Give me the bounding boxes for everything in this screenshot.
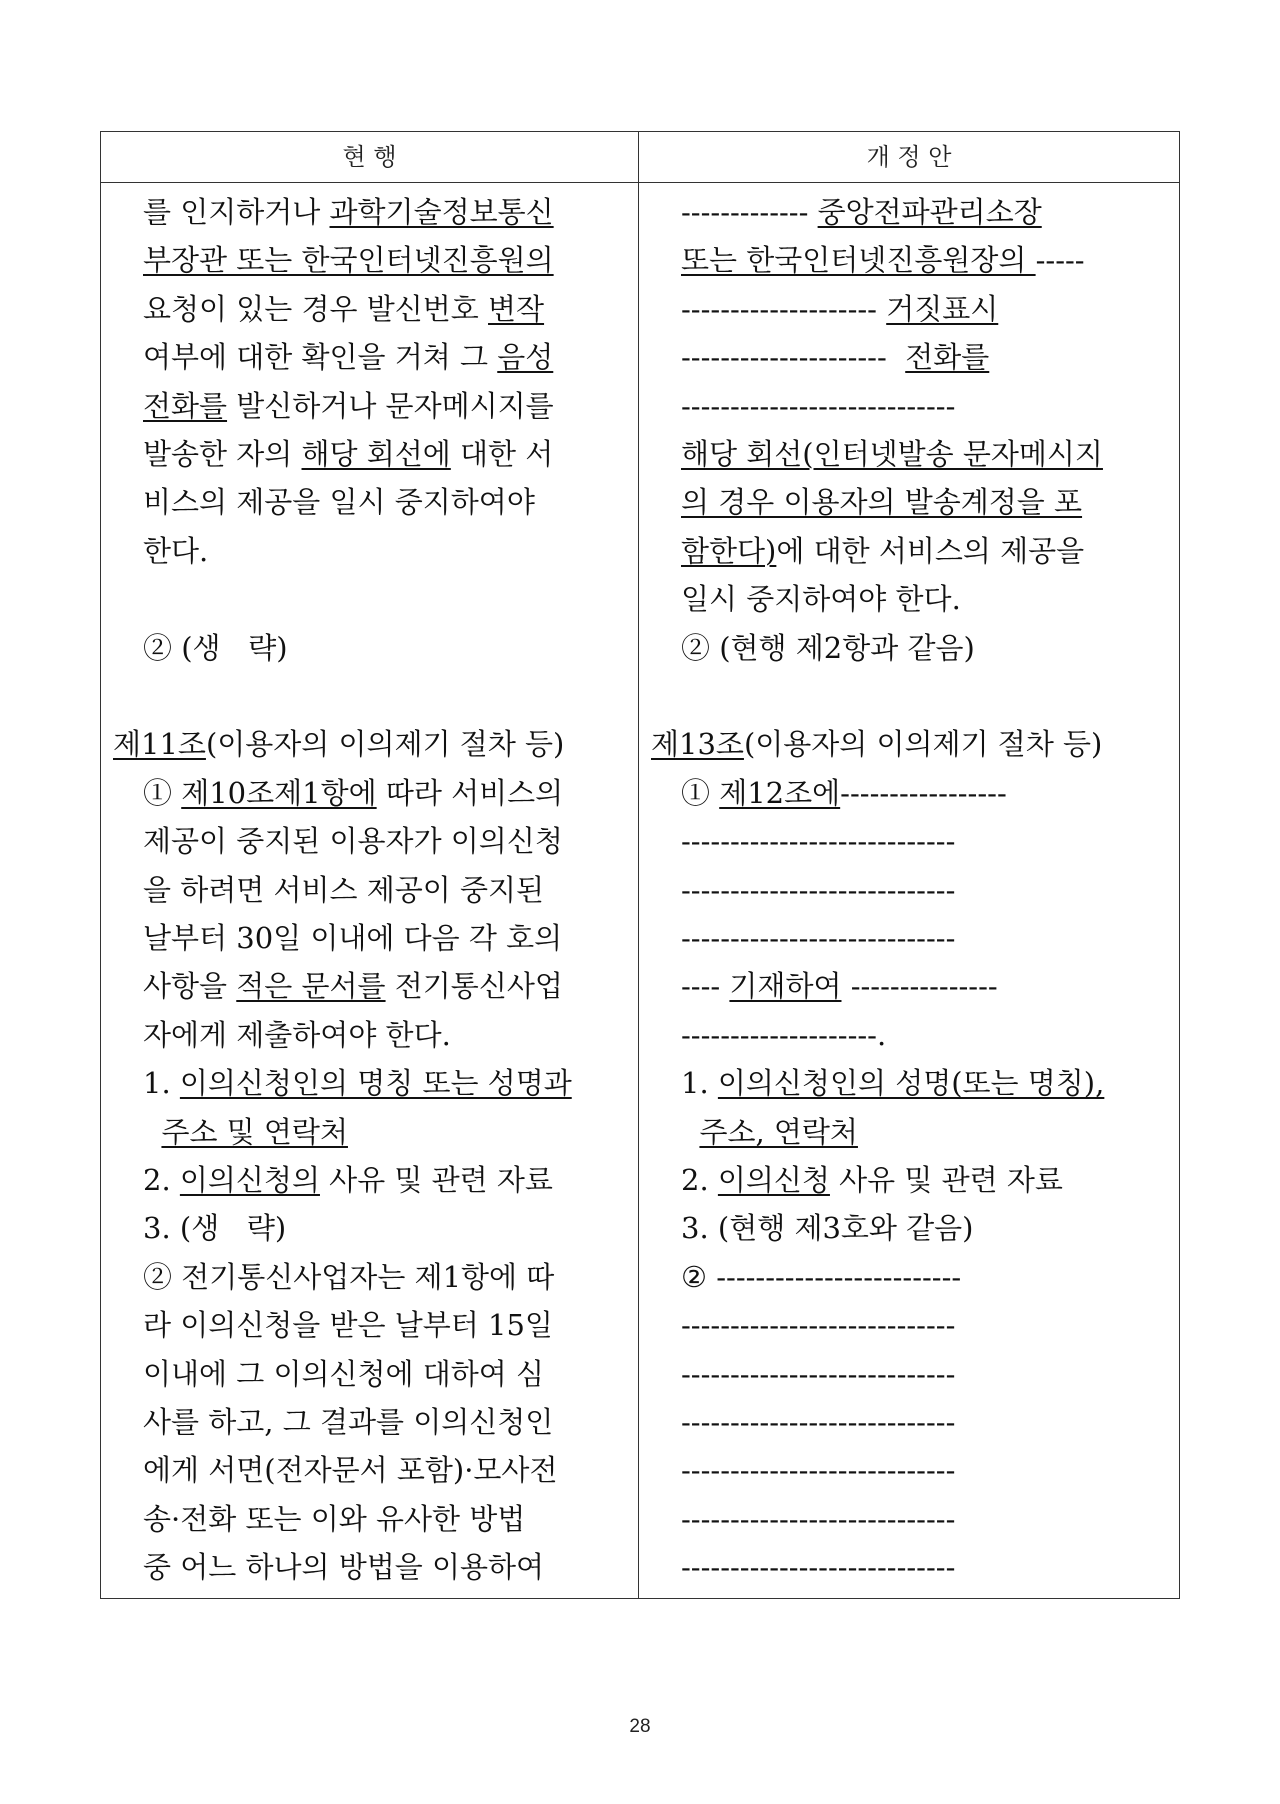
right_lines-line xyxy=(681,962,1169,1010)
line-text: 따라 서비스의 xyxy=(376,775,564,810)
underlined-text: 적은 문서를 xyxy=(236,969,386,1004)
left_lines-line xyxy=(143,333,628,381)
left_lines-line xyxy=(143,575,628,623)
line-text: (이용자의 이의제기 절차 등) xyxy=(743,727,1103,762)
right_lines-line xyxy=(681,1398,1169,1446)
underlined-text: 제10조제1항에 xyxy=(181,775,377,810)
right_lines-line xyxy=(681,672,1169,720)
right_lines-line xyxy=(681,769,1169,817)
underlined-text: 변작 xyxy=(488,291,545,326)
left_lines-line xyxy=(143,1398,628,1446)
line-text: 사를 하고, 그 결과를 이의신청인 xyxy=(143,1405,554,1439)
header-divider xyxy=(101,182,1179,183)
line-text: 2. xyxy=(143,1163,180,1197)
right_lines-line xyxy=(681,527,1169,575)
line-text: 전기통신사업 xyxy=(385,969,563,1004)
line-text: ① xyxy=(143,775,182,810)
underlined-text: 제11조 xyxy=(113,727,206,762)
line-text: 을 하려면 서비스 제공이 중지된 xyxy=(143,872,545,907)
line-text: 2. xyxy=(681,1163,718,1197)
right_lines-line xyxy=(681,478,1169,526)
line-text: ---------------------------- xyxy=(681,1501,956,1536)
underlined-text: 부장관 또는 한국인터넷진흥원의 xyxy=(143,243,554,278)
line-text: ---------------------------- xyxy=(681,872,956,907)
line-text: ----- xyxy=(1035,243,1085,278)
right_lines-line xyxy=(681,1108,1169,1156)
left_lines-line xyxy=(143,382,628,430)
underlined-text: 과학기술정보통신 xyxy=(329,195,554,229)
underlined-text: 주소 및 연락처 xyxy=(161,1114,348,1149)
line-text: 라 이의신청을 받은 날부터 15일 xyxy=(143,1308,553,1343)
right_lines-line xyxy=(681,1011,1169,1059)
line-text: ---------------------------- xyxy=(681,921,956,955)
line-text: 3. (현행 제3호와 같음) xyxy=(681,1211,974,1246)
right_lines-line xyxy=(681,575,1169,623)
right_lines-line xyxy=(681,382,1169,430)
line-text: 3. (생 략) xyxy=(143,1211,287,1246)
line-text xyxy=(681,1115,699,1149)
line-text: ---------------------------- xyxy=(681,1453,956,1488)
right_lines-line xyxy=(681,1156,1169,1204)
underlined-text: 이의신청의 xyxy=(179,1163,320,1197)
header-proposed: 개 정 안 xyxy=(866,143,952,171)
right_lines-line xyxy=(681,1059,1169,1107)
line-text: ② (생 략) xyxy=(143,630,288,665)
right_lines-line xyxy=(681,1301,1169,1349)
right_lines-line xyxy=(681,333,1169,381)
line-text: 한다. xyxy=(143,533,209,568)
left_lines-line xyxy=(143,285,628,333)
underlined-text: 전화를 xyxy=(905,340,990,375)
page-number: 28 xyxy=(629,1716,651,1737)
left_lines-line xyxy=(143,1446,628,1494)
left_lines-line xyxy=(143,672,628,720)
left_lines-line xyxy=(143,1543,628,1591)
underlined-text: 거짓표시 xyxy=(886,291,999,326)
line-text: --------------- xyxy=(841,969,998,1004)
left_lines-line xyxy=(143,1059,628,1107)
right_lines-line xyxy=(681,1446,1169,1494)
column-divider xyxy=(638,132,639,1598)
line-text: 송·전화 또는 이와 유사한 방법 xyxy=(143,1501,526,1536)
line-text: 를 인지하거나 xyxy=(143,195,330,229)
left_lines-line xyxy=(143,478,628,526)
right_lines-line xyxy=(681,430,1169,478)
line-text: --------------------. xyxy=(681,1017,887,1052)
left_lines-line xyxy=(143,1301,628,1349)
line-text: 에 대한 서비스의 제공을 xyxy=(776,533,1085,568)
right_lines-line xyxy=(681,866,1169,914)
left_lines-line xyxy=(143,236,628,284)
line-text: 날부터 30일 이내에 다음 각 호의 xyxy=(143,921,563,955)
line-text: ② ------------------------- xyxy=(681,1259,962,1294)
line-text: ---------------------------- xyxy=(681,1405,956,1439)
line-text: ---------------------------- xyxy=(681,1550,956,1585)
right_lines-line xyxy=(681,914,1169,962)
line-text: 요청이 있는 경우 발신번호 xyxy=(143,291,489,326)
left_lines-line xyxy=(143,1253,628,1301)
line-text: ---------------------------- xyxy=(681,1308,956,1343)
line-text: --------------------- xyxy=(681,340,906,375)
line-text: ---------------------------- xyxy=(681,1356,956,1391)
right_lines-line xyxy=(681,1495,1169,1543)
underlined-text: 해당 회선(인터넷발송 문자메시지 xyxy=(681,437,1103,471)
left_lines-line xyxy=(143,1011,628,1059)
line-text: (이용자의 이의제기 절차 등) xyxy=(205,727,565,762)
left_lines-line xyxy=(113,720,598,768)
right_lines-line xyxy=(651,720,1139,768)
left_lines-line xyxy=(143,1156,628,1204)
underlined-text: 이의신청인의 성명(또는 명칭), xyxy=(717,1066,1105,1101)
left_lines-line xyxy=(143,962,628,1010)
left_lines-line xyxy=(143,1204,628,1252)
line-text: 사유 및 관련 자료 xyxy=(319,1163,553,1197)
line-text: 중 어느 하나의 방법을 이용하여 xyxy=(143,1550,545,1585)
underlined-text: 이의신청인의 명칭 또는 성명과 xyxy=(179,1066,572,1101)
line-text: ------------- xyxy=(681,195,818,229)
line-text: ② 전기통신사업자는 제1항에 따 xyxy=(143,1259,555,1294)
underlined-text: 기재하여 xyxy=(729,969,842,1004)
underlined-text: 또는 한국인터넷진흥원장의 xyxy=(681,243,1036,278)
right_lines-line xyxy=(681,236,1169,284)
underlined-text: 함한다) xyxy=(681,533,777,568)
comparison-table xyxy=(100,131,1180,1599)
underlined-text: 전화를 xyxy=(143,388,228,423)
line-text: ----------------- xyxy=(840,775,1007,810)
line-text: 일시 중지하여야 한다. xyxy=(681,582,961,617)
line-text: ---- xyxy=(681,969,730,1004)
underlined-text: 음성 xyxy=(497,340,554,375)
line-text: 사항을 xyxy=(143,969,237,1004)
left_lines-line xyxy=(143,188,628,236)
left_lines-line xyxy=(143,1495,628,1543)
underlined-text: 제12조에 xyxy=(719,775,841,810)
left_lines-line xyxy=(143,866,628,914)
underlined-text: 해당 회선에 xyxy=(301,437,451,471)
line-text: 이내에 그 이의신청에 대하여 심 xyxy=(143,1356,545,1391)
line-text: ---------------------------- xyxy=(681,388,956,423)
right_lines-line xyxy=(681,624,1169,672)
underlined-text: 제13조 xyxy=(651,727,744,762)
line-text: 발송한 자의 xyxy=(143,437,302,471)
line-text: 비스의 제공을 일시 중지하여야 xyxy=(143,485,535,520)
line-text: ② (현행 제2항과 같음) xyxy=(681,630,975,665)
right_lines-line xyxy=(681,1204,1169,1252)
left_lines-line xyxy=(143,430,628,478)
line-text: 에게 서면(전자문서 포함)·모사전 xyxy=(143,1453,558,1488)
left_lines-line xyxy=(143,527,628,575)
line-text: 발신하거나 문자메시지를 xyxy=(227,388,554,423)
line-text: ① xyxy=(681,775,720,810)
right_lines-line xyxy=(681,817,1169,865)
underlined-text: 중앙전파관리소장 xyxy=(817,195,1042,229)
left_lines-line xyxy=(143,1350,628,1398)
underlined-text: 의 경우 이용자의 발송계정을 포 xyxy=(681,485,1083,520)
line-text xyxy=(143,1115,161,1149)
right_lines-line xyxy=(681,285,1169,333)
line-text: 1. xyxy=(143,1066,180,1101)
line-text: 대한 서 xyxy=(450,437,554,471)
right_lines-line xyxy=(681,1253,1169,1301)
underlined-text: 이의신청 xyxy=(717,1163,830,1197)
right_lines-line xyxy=(681,1350,1169,1398)
line-text: 1. xyxy=(681,1066,718,1101)
line-text: -------------------- xyxy=(681,291,887,326)
line-text: 제공이 중지된 이용자가 이의신청 xyxy=(143,824,563,859)
right_lines-line xyxy=(681,1543,1169,1591)
line-text: 사유 및 관련 자료 xyxy=(829,1163,1063,1197)
underlined-text: 주소, 연락처 xyxy=(699,1114,858,1149)
left_lines-line xyxy=(143,1108,628,1156)
left_lines-line xyxy=(143,817,628,865)
line-text: ---------------------------- xyxy=(681,824,956,859)
left_lines-line xyxy=(143,624,628,672)
left_lines-line xyxy=(143,914,628,962)
left_lines-line xyxy=(143,769,628,817)
right_lines-line xyxy=(681,188,1169,236)
line-text: 자에게 제출하여야 한다. xyxy=(143,1017,451,1052)
line-text: 여부에 대한 확인을 거쳐 그 xyxy=(143,340,498,375)
header-current: 현 행 xyxy=(342,143,397,171)
